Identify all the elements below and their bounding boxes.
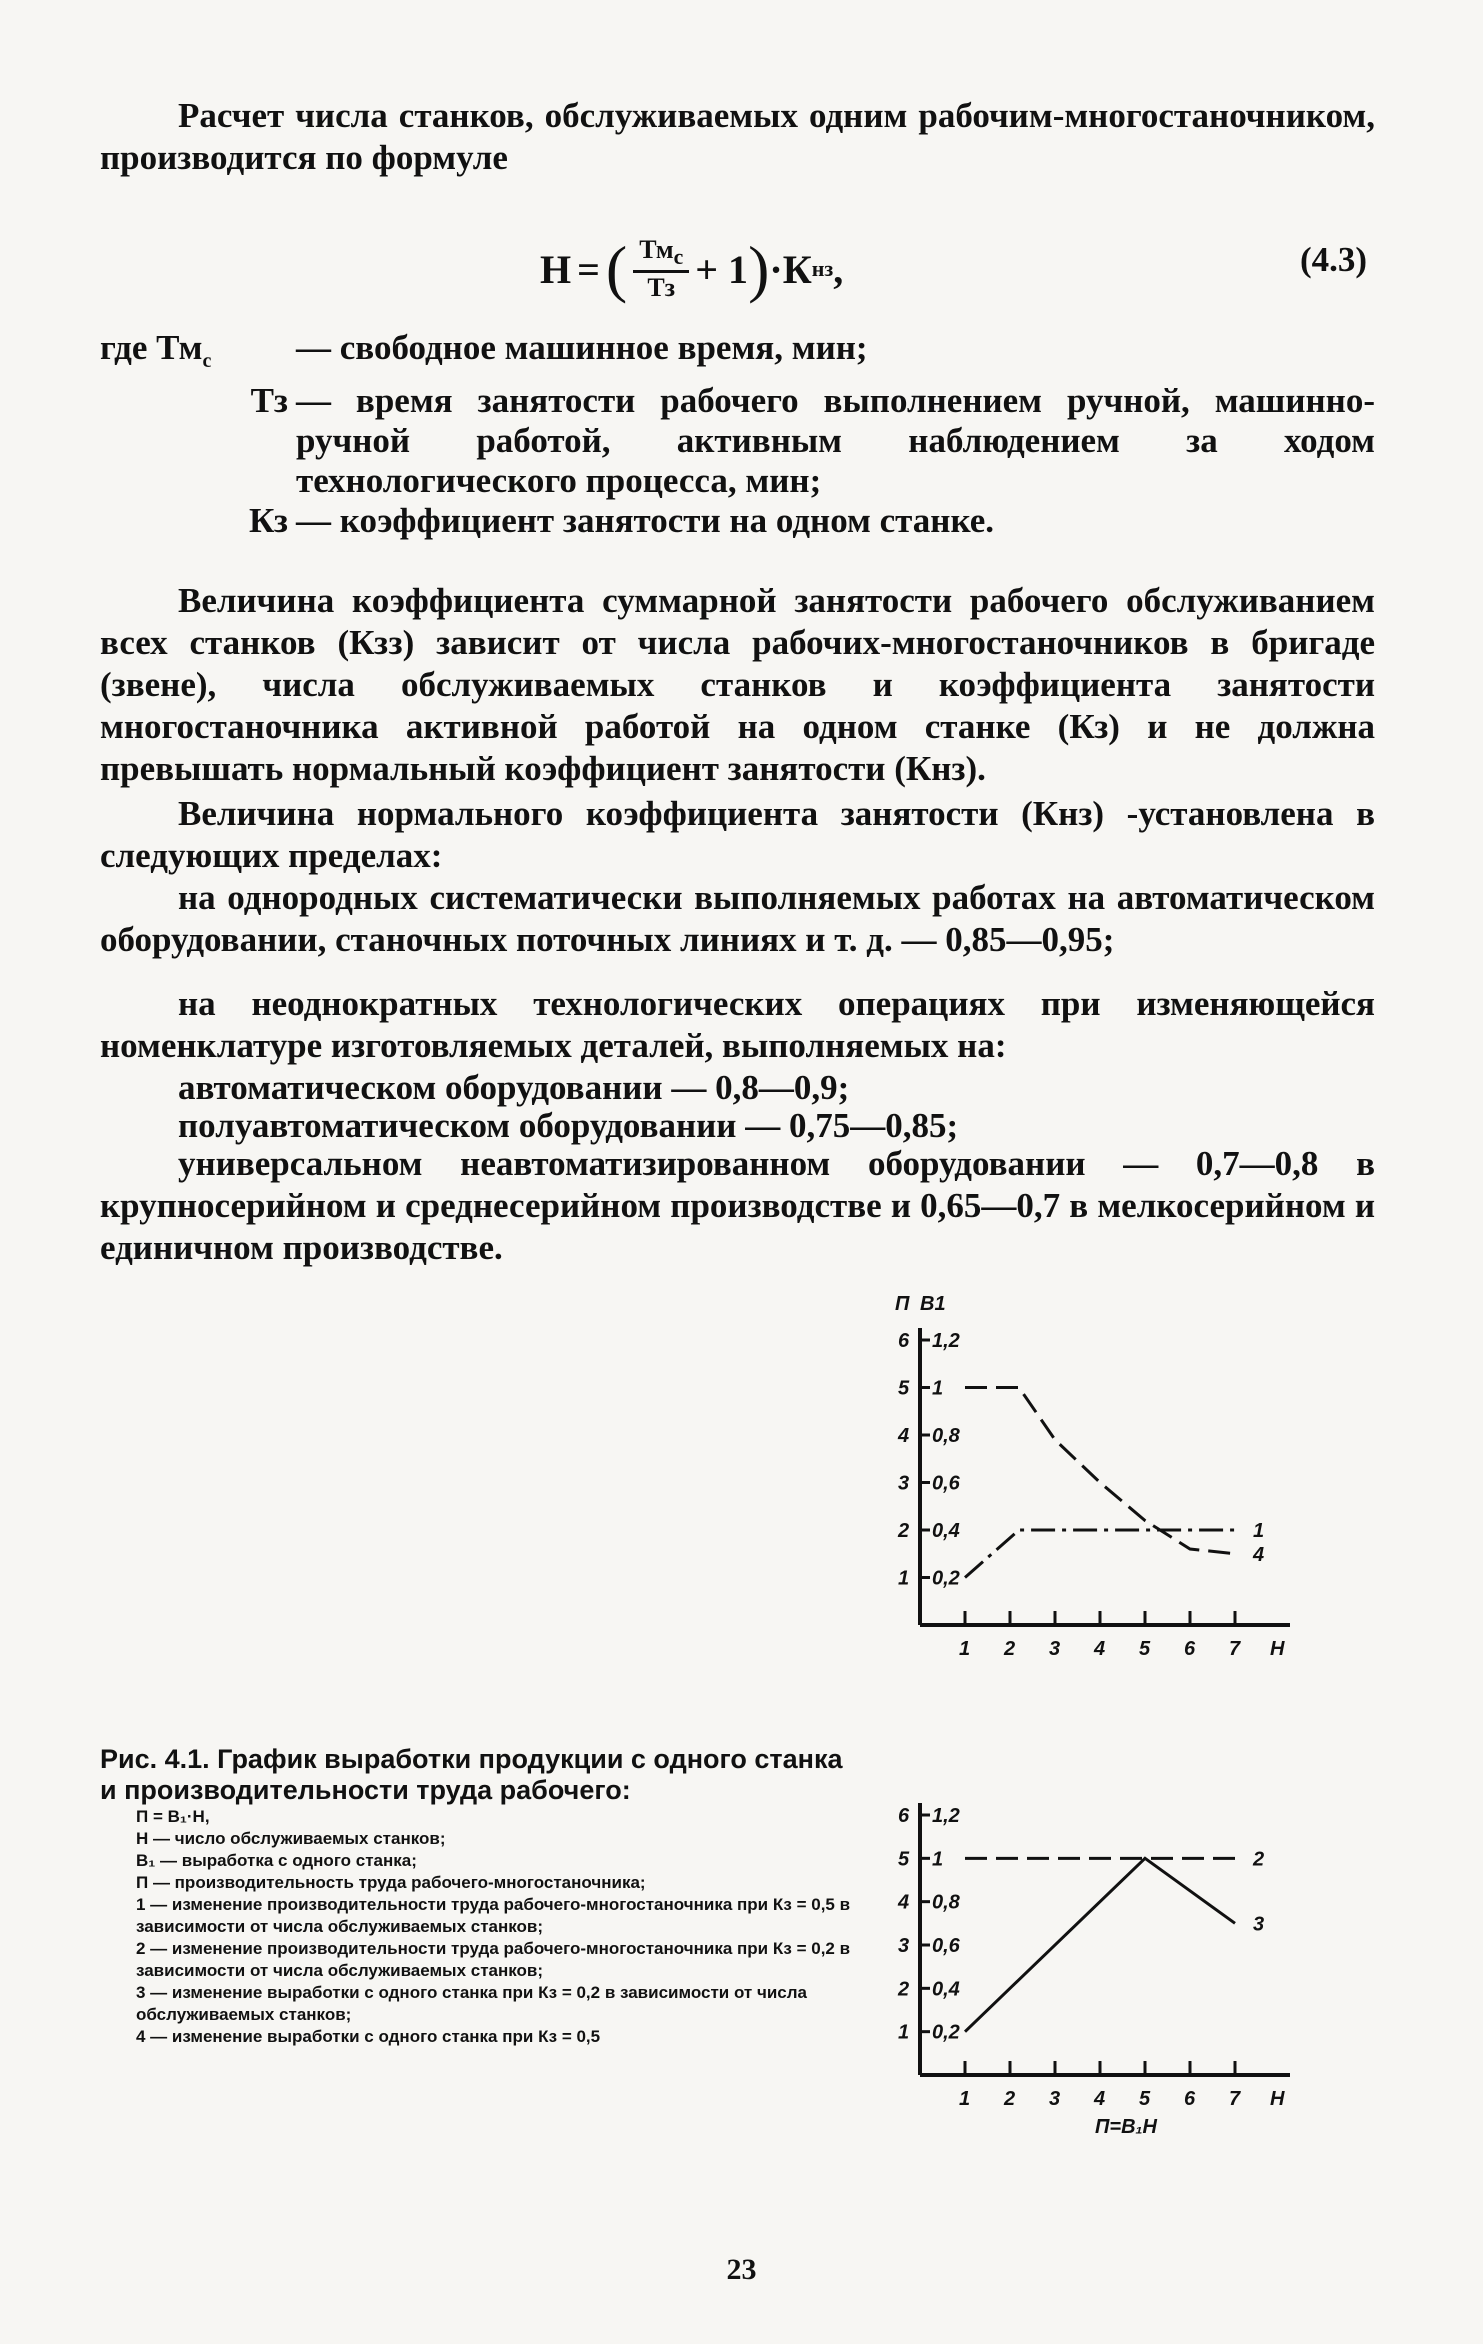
series-1-label: 1 (1253, 1520, 1265, 1542)
formula-fraction (633, 235, 689, 303)
y-tick-label-right: 0,6 (932, 1935, 960, 1957)
y-tick-label-left: 5 (898, 1377, 910, 1400)
x-axis-label: Н (1270, 2088, 1285, 2110)
formula-close-paren: ) (748, 233, 770, 305)
definition-symbol (100, 328, 296, 381)
series-4-line (965, 1388, 1235, 1554)
def-symbol-sub: с (202, 350, 212, 372)
y-tick-label-left: 6 (898, 1805, 910, 1827)
paragraph-4: на неоднократных технологических операциях при изменяющейся номенклатуре изготовляемых деталей, выполняемых на: (100, 984, 1375, 1065)
caption-line: 1 — изменение производительности труда рабочего-многостаночника при Кз = 0,5 в зависимости от числа обслуживаемых станков; (136, 1895, 851, 1936)
paragraph-2: Величина нормального коэффициента занятости (Кнз) -установлена в следующих пределах: (100, 794, 1375, 875)
formula-denominator: Тз (647, 273, 676, 303)
x-tick-label: 1 (959, 2088, 971, 2110)
formula-4-3 (540, 235, 843, 303)
y-tick-label-left: 1 (898, 1567, 910, 1590)
series-4-label: 4 (1253, 1543, 1265, 1566)
caption-line: Н — число обслуживаемых станков; (136, 1829, 446, 1848)
definitions-list (100, 328, 1375, 541)
paragraph-5: автоматическом оборудовании — 0,8—0,9; (178, 1068, 850, 1107)
x-tick-label: 7 (1229, 2088, 1241, 2110)
paragraph-6: полуавтоматическом оборудовании — 0,75—0,85; (178, 1106, 959, 1145)
y-tick-label-right: 1 (932, 1848, 944, 1871)
y-tick-label-right: 1,2 (932, 1330, 960, 1352)
x-tick-label: 6 (1184, 1638, 1196, 1660)
y-tick-label-right: 0,4 (932, 1978, 960, 2001)
formula-num-text: Тм (639, 235, 674, 264)
caption-line: 4 — изменение выработки с одного станка при Кз = 0,5 (136, 2027, 601, 2046)
y-tick-label-left: 3 (898, 1935, 910, 1957)
formula-lhs: Н (540, 246, 572, 292)
formula-eq: = (577, 246, 600, 292)
x-tick-label: 5 (1139, 2088, 1151, 2110)
formula-mult: ·К (769, 246, 812, 292)
y-tick-label-right: 0,2 (932, 2021, 960, 2044)
chart-1 (880, 1280, 1360, 1680)
definition-symbol: Тз (250, 381, 288, 420)
y-tick-label-left: 5 (898, 1848, 910, 1871)
y-tick-label-right: 1 (932, 1377, 944, 1400)
caption-title: Рис. 4.1. График выработки продукции с одного станка и производительности труда рабочего: (100, 1744, 843, 1805)
definition-item (100, 381, 1375, 501)
y-tick-label-right: 0,8 (932, 1891, 960, 1914)
definition-text: — коэффициент занятости на одном станке. (296, 501, 995, 540)
definition-item (100, 328, 1375, 381)
definition-item (100, 501, 1375, 541)
caption-line: В₁ — выработка с одного станка; (136, 1851, 417, 1870)
series-1-line (965, 1530, 1235, 1578)
definition-symbol: Кз (249, 501, 288, 540)
formula-plus-one: + 1 (695, 246, 749, 292)
x-tick-label: 3 (1049, 2088, 1061, 2110)
series-3-label: 3 (1253, 1913, 1265, 1936)
x-tick-label: 2 (1004, 2088, 1016, 2110)
y-tick-label-right: 0,2 (932, 1567, 960, 1590)
series-3-line (965, 1858, 1235, 2031)
series-2-label: 2 (1253, 1848, 1265, 1871)
page-number: 23 (726, 2253, 757, 2286)
y-tick-label-left: 1 (898, 2021, 910, 2044)
x-axis-formula-label: П=В₁Н (1095, 2116, 1157, 2138)
y-tick-label-left: 3 (898, 1472, 910, 1495)
y-tick-label-left: 4 (898, 1425, 910, 1447)
x-tick-label: 1 (959, 1638, 971, 1660)
y-axis-label-left: П (895, 1293, 910, 1315)
definition-text: — свободное машинное время, мин; (296, 328, 868, 367)
equation-number: (4.3) (1300, 240, 1368, 279)
y-tick-label-right: 0,4 (932, 1520, 960, 1542)
formula-numerator (633, 235, 689, 273)
y-tick-label-left: 6 (898, 1330, 910, 1352)
figure-caption (100, 1744, 860, 2048)
x-axis-label: Н (1270, 1638, 1285, 1660)
caption-line: 3 — изменение выработки с одного станка при Кз = 0,2 в зависимости от числа обслуживаемых станков; (136, 1983, 807, 2024)
y-tick-label-right: 0,6 (932, 1472, 960, 1495)
caption-line: 2 — изменение производительности труда рабочего-многостаночника при Кз = 0,2 в зависимости от числа обслуживаемых станков; (136, 1939, 851, 1980)
y-tick-label-right: 0,8 (932, 1425, 960, 1447)
chart-2 (880, 1775, 1360, 2155)
paragraph-7: универсальном неавтоматизированном оборудовании — 0,7—0,8 в крупносерийном и среднесерийном производстве и 0,65—0,7 в мелкосерийном и единичном производстве. (100, 1144, 1375, 1267)
x-tick-label: 5 (1139, 1638, 1151, 1660)
x-tick-label: 3 (1049, 1638, 1061, 1660)
caption-line: П = В₁·Н, (136, 1807, 210, 1826)
caption-line: П — производительность труда рабочего-многостаночника; (136, 1873, 646, 1892)
formula-open-paren: ( (605, 233, 628, 305)
y-tick-label-left: 4 (898, 1891, 910, 1914)
x-tick-label: 4 (1094, 2088, 1106, 2110)
y-axis-label-right: В1 (920, 1293, 946, 1315)
formula-num-sub: с (673, 245, 684, 270)
y-tick-label-left: 2 (898, 1520, 910, 1542)
def-symbol-text: где Тм (100, 328, 203, 367)
formula-comma: , (833, 246, 844, 292)
x-tick-label: 4 (1094, 1638, 1106, 1660)
intro-paragraph: Расчет числа станков, обслуживаемых одним рабочим-многостаночником, производится по формуле (100, 96, 1375, 177)
x-tick-label: 2 (1004, 1638, 1016, 1660)
paragraph-1: Величина коэффициента суммарной занятости рабочего обслуживанием всех станков (Кзз) зависит от числа рабочих-многостаночников в бригаде (звене), числа обслуживаемых станков и коэффициента занятости многостаночника активной работой на одном станке (Кз) и не должна превышать нормальный коэффициент занятости (Кнз). (100, 581, 1375, 788)
x-tick-label: 6 (1184, 2088, 1196, 2110)
y-tick-label-left: 2 (898, 1978, 910, 2001)
formula-mult-sub: нз (811, 256, 834, 282)
y-tick-label-right: 1,2 (932, 1805, 960, 1827)
definition-text: — время занятости рабочего выполнением ручной, машинно-ручной работой, активным наблюдением за ходом технологического процесса, мин; (296, 381, 1375, 500)
paragraph-3: на однородных систематически выполняемых работах на автоматическом оборудовании, станочных поточных линиях и т. д. — 0,85—0,95; (100, 878, 1375, 959)
x-tick-label: 7 (1229, 1638, 1241, 1660)
